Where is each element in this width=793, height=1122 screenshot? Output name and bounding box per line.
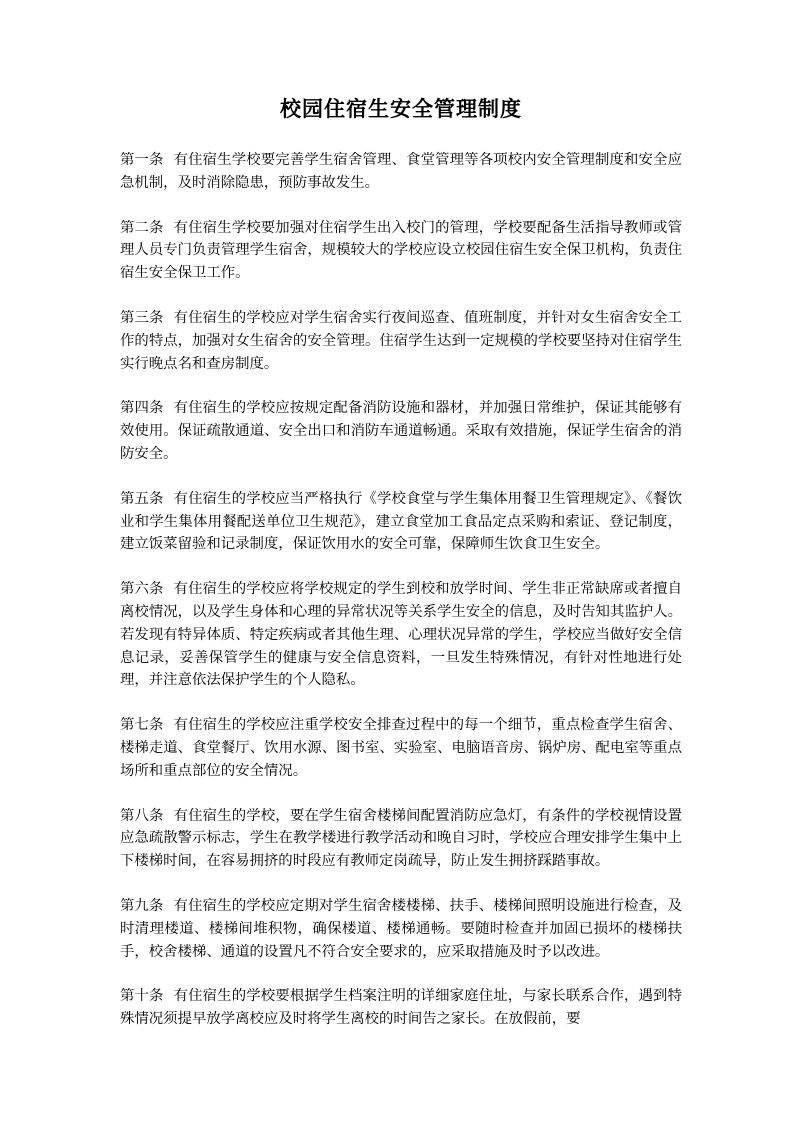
article-number: 第九条	[120, 897, 164, 914]
article-number: 第七条	[120, 717, 164, 734]
article-number: 第一条	[120, 152, 164, 168]
article-number: 第四条	[120, 400, 164, 417]
article-text: 有住宿生学校要加强对住宿学生出入校门的管理，学校要配备生活指导教师或管理人员专门负责管理学生宿舍，规模较大的学校应设立校园住宿生安全保卫机构，负责住宿生安全保卫工作。	[120, 219, 682, 282]
article-9	[120, 895, 682, 963]
article-number: 第五条	[120, 490, 164, 507]
article-text: 有住宿生学校要完善学生宿舍管理、食堂管理等各项校内安全管理制度和安全应急机制，及时消除隐患，预防事故发生。	[120, 152, 682, 191]
article-text: 有住宿生的学校应对学生宿舍实行夜间巡查、值班制度，并针对女生宿舍安全工作的特点，加强对女生宿舍的安全管理。住宿学生达到一定规模的学校要坚持对住宿学生实行晚点名和查房制度。	[120, 309, 682, 372]
article-text: 有住宿生的学校应按规定配备消防设施和器材，并加强日常维护，保证其能够有效使用。保证疏散通道、安全出口和消防车通道畅通。采取有效措施，保证学生宿舍的消防安全。	[120, 400, 682, 462]
article-1	[120, 149, 682, 195]
article-text: 有住宿生的学校应将学校规定的学生到校和放学时间、学生非正常缺席或者擅自离校情况，以及学生身体和心理的异常状况等关系学生安全的信息，及时告知其监护人。若发现有特异体质、特定疾病或者其他生理、心理状况异常的学生，学校应当做好安全信息记录，妥善保管学生的健康与安全信息资料，一旦发生特殊情况，有针对性地进行处理，并注意依法保护学生的个人隐私。	[120, 581, 682, 689]
article-8	[120, 805, 682, 873]
article-number: 第十条	[120, 988, 164, 1005]
article-number: 第二条	[120, 219, 164, 236]
article-3	[120, 307, 682, 375]
article-text: 有住宿生的学校应当严格执行《学校食堂与学生集体用餐卫生管理规定》、《餐饮业和学生集体用餐配送单位卫生规范》，建立食堂加工食品定点采购和索证、登记制度，建立饭菜留验和记录制度，保证饮用水的安全可靠，保障师生饮食卫生安全。	[120, 490, 682, 553]
document-title: 校园住宿生安全管理制度	[280, 96, 522, 121]
article-number: 第三条	[120, 309, 164, 326]
article-text: 有住宿生的学校应注重学校安全排查过程中的每一个细节，重点检查学生宿舍、楼梯走道、食堂餐厅、饮用水源、图书室、实验室、电脑语音房、锅炉房、配电室等重点场所和重点部位的安全情况。	[120, 717, 682, 779]
article-4	[120, 397, 682, 465]
article-number: 第六条	[120, 581, 164, 598]
article-text: 有住宿生的学校，要在学生宿舍楼梯间配置消防应急灯，有条件的学校视情设置应急疏散警示标志，学生在教学楼进行教学活动和晚自习时，学校应合理安排学生集中上下楼梯时间，在容易拥挤的时段应有教师定岗疏导，防止发生拥挤踩踏事故。	[120, 807, 682, 870]
article-6	[120, 578, 682, 692]
article-number: 第八条	[120, 807, 164, 824]
article-2	[120, 217, 682, 285]
article-text: 有住宿生的学校要根据学生档案注明的详细家庭住址，与家长联系合作，遇到特殊情况须提早放学离校应及时将学生离校的时间告之家长。在放假前，要	[120, 988, 682, 1028]
article-5	[120, 488, 682, 556]
article-10	[120, 985, 682, 1031]
article-text: 有住宿生的学校应定期对学生宿舍楼楼梯、扶手、楼梯间照明设施进行检查，及时清理楼道、楼梯间堆积物，确保楼道、楼梯通畅。要随时检查并加固已损坏的楼梯扶手，校舍楼梯、通道的设置凡不符合安全要求的，应采取措施及时予以改进。	[120, 897, 682, 960]
document-page	[120, 95, 682, 1053]
article-7	[120, 714, 682, 782]
